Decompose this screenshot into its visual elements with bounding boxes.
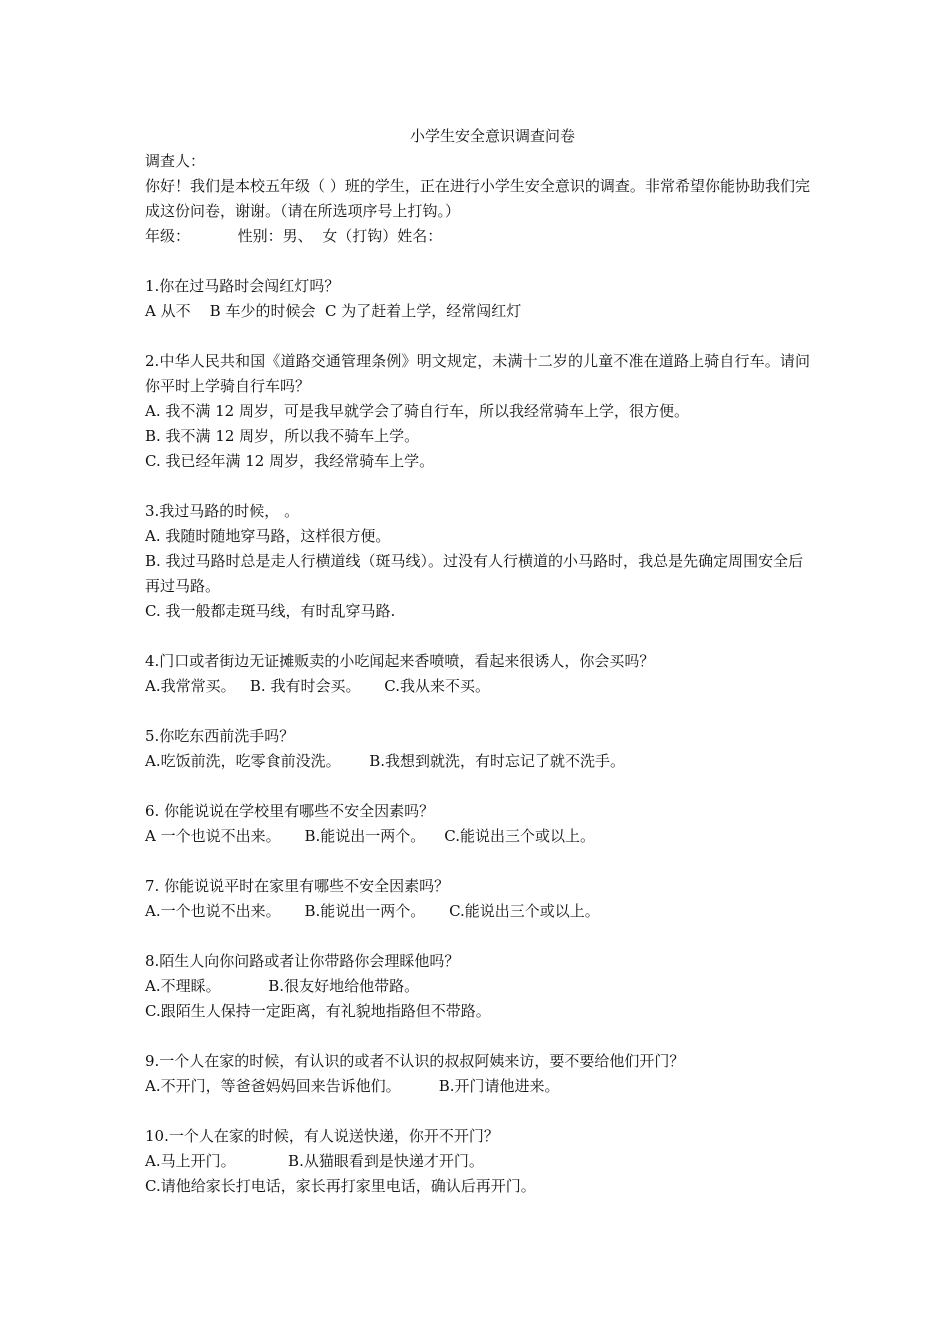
question-text: 6. 你能说说在学校里有哪些不安全因素吗？ <box>145 802 435 820</box>
question-option[interactable]: B. 我不满 12 周岁，所以我不骑车上学。 <box>145 427 420 445</box>
question-option[interactable]: A.不开门，等爸爸妈妈回来告诉他们。 B.开门请他进来。 <box>145 1077 560 1095</box>
question-option[interactable]: A 从不 B 车少的时候会 C 为了赶着上学，经常闯红灯 <box>145 302 522 320</box>
question-3 <box>145 499 810 624</box>
question-option[interactable]: B. 我过马路时总是走人行横道线（斑马线）。过没有人行横道的小马路时，我总是先确定周围安全后再过马路。 <box>145 552 804 595</box>
question-option[interactable]: A.一个也说不出来。 B.能说出一两个。 C.能说出三个或以上。 <box>145 902 600 920</box>
question-text: 5.你吃东西前洗手吗？ <box>145 727 295 745</box>
document-title: 小学生安全意识调查问卷 <box>409 127 575 145</box>
question-8 <box>145 949 810 1024</box>
question-text: 1.你在过马路时会闯红灯吗？ <box>145 277 340 295</box>
question-option[interactable]: A.我常常买。 B. 我有时会买。 C.我从来不买。 <box>145 677 491 695</box>
question-text: 7. 你能说说平时在家里有哪些不安全因素吗？ <box>145 877 450 895</box>
surveyor-line: 调查人： <box>145 152 206 170</box>
question-10 <box>145 1124 810 1199</box>
question-4 <box>145 649 810 699</box>
intro-paragraph: 你好！我们是本校五年级（ ）班的学生，正在进行小学生安全意识的调查。非常希望你能协助我们完成这份问卷，谢谢。（请在所选项序号上打钩。） <box>145 177 810 220</box>
question-text: 9.一个人在家的时候，有认识的或者不认识的叔叔阿姨来访，要不要给他们开门？ <box>145 1052 685 1070</box>
question-option[interactable]: A. 我随时随地穿马路，这样很方便。 <box>145 527 391 545</box>
question-2 <box>145 349 810 474</box>
question-option[interactable]: C.跟陌生人保持一定距离，有礼貌地指路但不带路。 <box>145 1002 491 1020</box>
question-6 <box>145 799 810 849</box>
question-list <box>145 274 810 1199</box>
question-option[interactable]: A 一个也说不出来。 B.能说出一两个。 C.能说出三个或以上。 <box>145 827 596 845</box>
question-text: 2.中华人民共和国《道路交通管理条例》明文规定，未满十二岁的儿童不准在道路上骑自行车。请问你平时上学骑自行车吗？ <box>145 352 810 395</box>
question-5 <box>145 724 810 774</box>
question-9 <box>145 1049 810 1099</box>
question-text: 8.陌生人向你问路或者让你带路你会理睬他吗？ <box>145 952 460 970</box>
question-option[interactable]: C.请他给家长打电话，家长再打家里电话，确认后再开门。 <box>145 1177 536 1195</box>
question-text: 4.门口或者街边无证摊贩卖的小吃闻起来香喷喷，看起来很诱人，你会买吗？ <box>145 652 655 670</box>
question-option[interactable]: A. 我不满 12 周岁，可是我早就学会了骑自行车，所以我经常骑车上学，很方便。 <box>145 402 689 420</box>
question-text: 10.一个人在家的时候，有人说送快递，你开不开门？ <box>145 1127 499 1145</box>
question-1 <box>145 274 810 324</box>
document-page <box>145 124 810 1199</box>
info-line: 年级： 性别：男、 女（打钩）姓名： <box>145 227 443 245</box>
question-option[interactable]: A.吃饭前洗，吃零食前没洗。 B.我想到就洗，有时忘记了就不洗手。 <box>145 752 626 770</box>
question-option[interactable]: A.不理睬。 B.很友好地给他带路。 <box>145 977 420 995</box>
question-option[interactable]: C. 我一般都走斑马线，有时乱穿马路. <box>145 602 396 620</box>
question-text: 3.我过马路的时候， 。 <box>145 502 300 520</box>
question-option[interactable]: C. 我已经年满 12 周岁，我经常骑车上学。 <box>145 452 435 470</box>
question-7 <box>145 874 810 924</box>
question-option[interactable]: A.马上开门。 B.从猫眼看到是快递才开门。 <box>145 1152 484 1170</box>
